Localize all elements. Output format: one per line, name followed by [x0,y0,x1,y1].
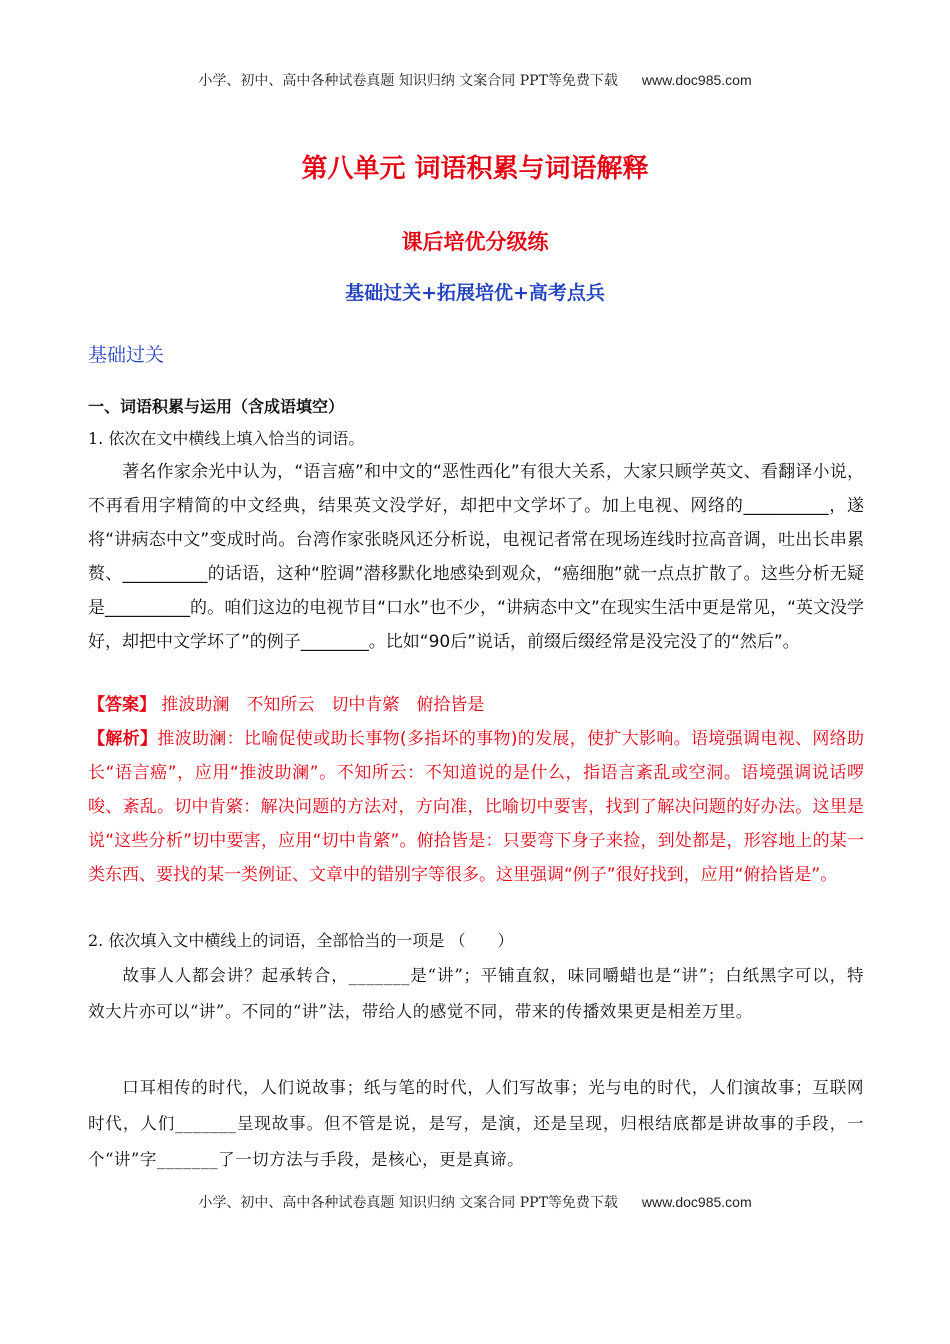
analysis-label: 【解析】 [88,729,158,749]
answer-label: 【答案】 [88,695,156,715]
question-1-prompt: 1. 依次在文中横线上填入恰当的词语。 [88,429,365,448]
part-heading: 一、词语积累与运用（含成语填空） [88,397,345,416]
footer-text: 小学、初中、高中各种试卷真题 知识归纳 文案合同 PPT等免费下载 [198,1195,618,1211]
question-2-paragraph-1 [88,958,864,1030]
page-footer [0,1192,950,1212]
question-2-prompt: 2. 依次填入文中横线上的词语，全部恰当的一项是 （ ） [88,931,514,950]
header-text: 小学、初中、高中各种试卷真题 知识归纳 文案合同 PPT等免费下载 [198,73,618,89]
analysis-text: 推波助澜：比喻促使或助长事物(多指坏的事物)的发展，使扩大影响。语境强调电视、网络助长“语言癌”，应用“推波助澜”。不知所云：不知道说的是什么，指语言紊乱或空洞。语境强调说话啰唆、紊乱。切中肯綮：解决问题的方法对，方向准，比喻切中要害，找到了解决问题的好办法。这里是说“这些分析”切中要害，应用“切中肯綮”。俯拾皆是：只要弯下身子来捡，到处都是，形容地上的某一类东西、要找的某一类例证、文章中的错别字等很多。这里强调“例子”很好找到，应用“俯拾皆是”。 [88,729,864,885]
page-title: 第八单元 词语积累与词语解释 [301,154,649,184]
question-1-passage-text: 著名作家余光中认为，“语言癌”和中文的“恶性西化”有很大关系，大家只顾学英文、看翻译小说，不再看用字精简的中文经典，结果英文没学好，却把中文学坏了。加上电视、网络的__________，遂将“讲病态中文”变成时尚。台湾作家张晓风还分析说，电视记者常在现场连线时拉高音调，吐出长串累赘、__________的话语，这种“腔调”潜移默化地感染到观众，“癌细胞”就一点点扩散了。这些分析无疑是__________的。咱们这边的电视节目“口水”也不少，“讲病态中文”在现实生活中更是常见，“英文没学好，却把中文学坏了”的例子________。比如“90后”说话，前缀后缀经常是没完没了的“然后”。 [88,462,864,652]
question-1-analysis [88,722,864,892]
question-2-paragraph-2-text: 口耳相传的时代，人们说故事；纸与笔的时代，人们写故事；光与电的时代，人们演故事；互联网时代，人们_______呈现故事。但不管是说，是写，是演，还是呈现，归根结底都是讲故事的手段，一个“讲”字_______了一切方法与手段，是核心，更是真谛。 [88,1078,864,1169]
page-header [0,70,950,90]
subtitle-levels: 基础过关+拓展培优+高考点兵 [345,282,605,304]
question-1-answer [88,688,864,722]
header-url[interactable]: www.doc985.com [641,72,752,88]
question-2-paragraph-1-text: 故事人人都会讲？起承转合，_______是“讲”；平铺直叙，味同嚼蜡也是“讲”；白纸黑字可以，特效大片亦可以“讲”。不同的“讲”法，带给人的感觉不同，带来的传播效果更是相差万里。 [88,966,864,1021]
question-1-passage [88,455,864,659]
subtitle-practice: 课后培优分级练 [401,230,549,254]
question-2-paragraph-2 [88,1070,864,1178]
footer-url[interactable]: www.doc985.com [641,1194,752,1210]
answer-text: 推波助澜 不知所云 切中肯綮 俯拾皆是 [161,695,485,715]
section-heading: 基础过关 [88,344,165,366]
